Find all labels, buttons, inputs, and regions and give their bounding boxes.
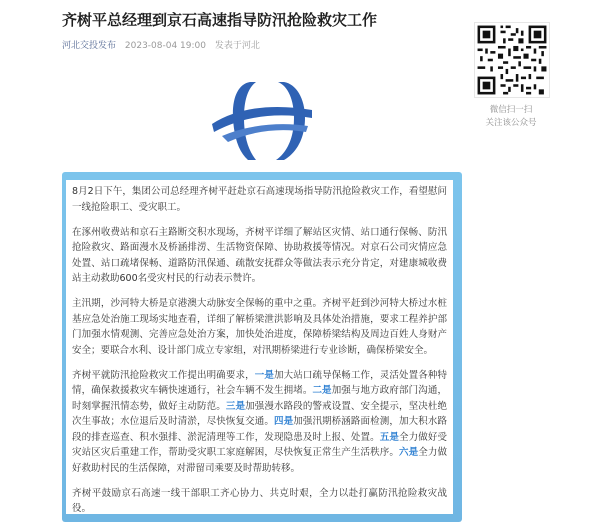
article-meta	[62, 38, 260, 51]
company-logo-icon	[62, 64, 462, 172]
article-content	[66, 180, 453, 514]
p4-lead: 齐树平就防汛抢险救灾工作提出明确要求，	[72, 369, 255, 381]
p4-item-4: 加强汛期桥涵路面检测，加大积水路段的排查巡查、积水强排、淤泥清理等工作，发现隐患及时上报、处置。	[72, 416, 447, 443]
keyword-four: 四是	[273, 416, 294, 427]
qr-code-icon	[475, 23, 549, 97]
paragraph-1: 8月2日下午，集团公司总经理齐树平赶赴京石高速现场指导防汛抢险救灾工作，看望慰问一线抢险职工、受灾职工。	[72, 186, 447, 213]
keyword-six: 六是	[399, 447, 419, 458]
p4-item-3: 加强漫水路段的警戒设置、安全提示，坚决杜绝次生事故；水位退后及时清淤，尽快恢复交通。	[72, 400, 447, 427]
keyword-one: 一是	[254, 369, 274, 381]
publish-location: 发表于河北	[214, 41, 260, 51]
keyword-three: 三是	[225, 400, 246, 412]
article-title: 齐树平总经理到京石高速指导防汛抢险救灾工作	[62, 11, 378, 29]
qr-caption-line2: 关注该公众号	[485, 118, 537, 128]
qr-caption	[466, 104, 556, 130]
p4-item-6: 全力做好救助村民的生活保障，对滞留司乘要及时帮助转移。	[72, 447, 447, 474]
keyword-two: 二是	[312, 385, 332, 396]
article-banner-logo	[62, 64, 462, 172]
p4-item-1: 加大站口疏导保畅工作，灵活处置各种特情，确保救援救灾车辆快速通行，社会车辆不发生拥堵。	[72, 369, 447, 396]
publish-date: 2023-08-04 19:00	[124, 41, 206, 51]
keyword-five: 五是	[379, 431, 400, 443]
qr-caption-line1: 微信扫一扫	[489, 105, 533, 115]
paragraph-2: 在涿州收费站和京石主路断交积水现场，齐树平详细了解站区灾情、站口通行保畅、防汛抢险救灾、路面漫水及桥涵排涝、生活物资保障、协助救援等情况。对京石公司灾情应急处置、站口疏堵保畅、道路防汛保通、疏散安抚群众等做法表示充分肯定，对建康城收费站主动救助600名受灾村民的行动表示赞许。	[72, 226, 447, 284]
p4-item-2: 加强与地方政府部门沟通，时刻掌握汛情态势，做好主动防范。	[72, 385, 447, 412]
qr-code	[474, 22, 550, 98]
account-name-link[interactable]: 河北交投发布	[62, 41, 117, 51]
p4-item-5: 全力做好受灾站区灾后重建工作，帮助受灾职工家庭解困，尽快恢复正常生产生活秩序。	[72, 431, 447, 458]
paragraph-4	[72, 368, 447, 477]
paragraph-3: 主汛期，沙河特大桥是京港澳大动脉安全保畅的重中之重。齐树平赶到沙河特大桥过水桩基应急处治施工现场实地查看，详细了解桥梁泄洪影响及具体处治措施，要求工程养护部门加强水情观测、完善应急处治方案，加快处治进度，保障桥梁结构及周边百姓人身财产安全；要联合水利、设计部门成立专家组，对汛期桥梁进行专业诊断，确保桥梁安全。	[72, 298, 447, 356]
paragraph-5: 齐树平鼓励京石高速一线干部职工齐心协力、共克时艰，全力以赴打赢防汛抢险救灾战役。	[72, 487, 447, 514]
